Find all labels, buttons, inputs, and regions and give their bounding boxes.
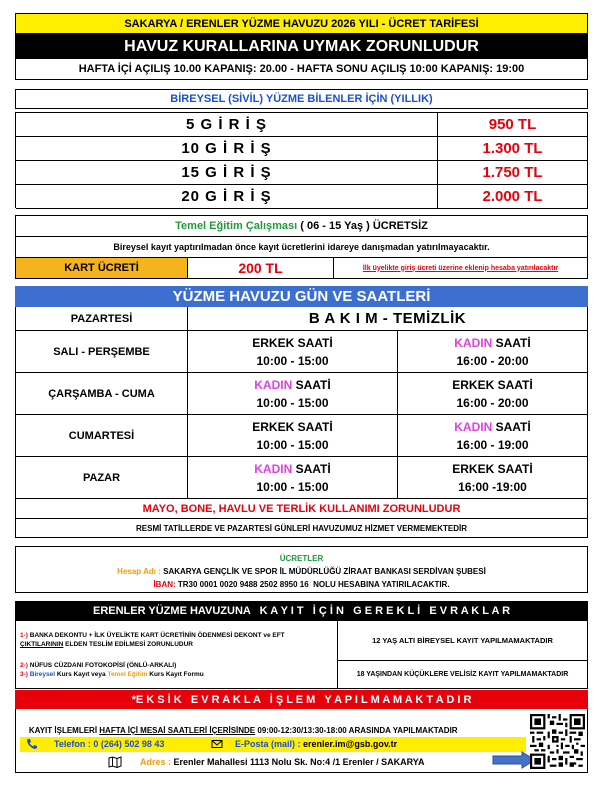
training-note-text: Bireysel kayıt yaptırılmadan önce kayıt ücretlerini idareye danışmadan yatırılmayacaktır. xyxy=(113,242,490,252)
address-label: Adres : xyxy=(140,757,172,767)
doc-text: NÜFUS CÜZDANI FOTOKOPİSİ (ÖNLÜ-ARKALI) xyxy=(27,662,177,669)
reg-post: 09:00-12:30/13:30-18:00 ARASINDA YAPILMAKTADIR xyxy=(255,726,458,735)
doc-text: ELDEN TESLİM EDİLMESİ ZORUNLUDUR xyxy=(63,641,193,648)
age18-text: 18 YAŞINDAN KÜÇÜKLERE VELİSİZ KAYIT YAPILMAMAKTADIR xyxy=(356,671,569,678)
doc-text: Temel Eğitim xyxy=(107,671,148,678)
schedule-title-text: YÜZME HAVUZU GÜN VE SAATLERİ xyxy=(172,288,431,305)
monday-value-text: B A K I M - TEMİZLİK xyxy=(308,310,467,327)
documents-list xyxy=(16,621,338,688)
schedule-day xyxy=(16,457,188,499)
schedule-slot-male xyxy=(188,331,398,373)
rules-banner xyxy=(15,34,588,59)
schedule-table xyxy=(15,307,588,499)
slot-label xyxy=(454,334,530,352)
pricing-price-1 xyxy=(438,137,588,161)
schedule-slot-female xyxy=(398,415,588,457)
doc-text: Kurs Kayıt veya xyxy=(55,671,108,678)
documents-title xyxy=(15,601,588,621)
price-value: 1.300 TL xyxy=(482,140,543,157)
title-text: SAKARYA / ERENLER YÜZME HAVUZU 2026 YILI - ÜCRET TARİFESİ xyxy=(124,17,479,30)
price-value: 950 TL xyxy=(488,116,537,133)
slot-time: 10:00 - 15:00 xyxy=(256,353,329,368)
card-price-text: 200 TL xyxy=(238,260,283,276)
slot-time: 10:00 - 15:00 xyxy=(256,395,329,410)
account-label: Hesap Adı : xyxy=(117,567,161,576)
documents-table xyxy=(15,621,588,689)
pricing-entries-0 xyxy=(16,113,438,137)
iban-label: İBAN: xyxy=(153,580,176,589)
documents-title-text: ERENLER YÜZME HAVUZUNA K A Y I T İ Ç İ N G E R E K L İ E V R A K L A R xyxy=(92,605,511,617)
age12-text: 12 YAŞ ALTI BİREYSEL KAYIT YAPILMAMAKTADIR xyxy=(372,636,553,645)
card-label xyxy=(16,258,188,278)
training-block xyxy=(15,215,588,279)
entries-label: 10 G İ R İ Ş xyxy=(181,140,272,157)
pricing-price-2 xyxy=(438,161,588,185)
pricing-price-0 xyxy=(438,113,588,137)
slot-label xyxy=(254,460,330,478)
pricing-price-3 xyxy=(438,185,588,209)
hours-banner xyxy=(15,59,588,80)
slot-label: ERKEK SAATİ xyxy=(452,377,533,392)
rules-text: HAVUZ KURALLARINA UYMAK ZORUNLUDUR xyxy=(124,37,479,55)
doc-text: ÇIKTILARININ xyxy=(20,641,64,648)
hours-text: HAFTA İÇİ AÇILIŞ 10.00 KAPANIŞ: 20.00 - HAFTA SONU AÇILIŞ 10:00 KAPANIŞ: 19:00 xyxy=(78,63,525,75)
schedule-slot-female xyxy=(398,331,588,373)
doc-item-1b xyxy=(20,640,337,649)
schedule-slot-male xyxy=(398,457,588,499)
entries-label: 20 G İ R İ Ş xyxy=(181,188,272,205)
map-icon xyxy=(108,756,122,768)
mandatory-items xyxy=(15,499,588,519)
female-word: KADIN xyxy=(454,419,493,434)
saati-word: SAATİ xyxy=(292,461,331,476)
email-line xyxy=(211,738,397,750)
card-note xyxy=(334,258,587,278)
doc-text: Kurs Kayıt Formu xyxy=(147,671,204,678)
doc-item-3 xyxy=(20,670,337,679)
schedule-slot-female xyxy=(188,373,398,415)
monday-label-text: PAZARTESİ xyxy=(70,312,133,325)
account-value: SAKARYA GENÇLİK VE SPOR İL MÜDÜRLÜĞÜ ZİRAAT BANKASI SERDİVAN ŞUBESİ xyxy=(160,567,486,576)
holiday-text: RESMİ TATİLLERDE VE PAZARTESİ GÜNLERİ HAVUZUMUZ HİZMET VERMEMEKTEDİR xyxy=(136,523,467,533)
address-text: Erenler Mahallesi 1113 Nolu Sk. No:4 /1 Erenler / SAKARYA xyxy=(171,757,425,767)
monday-value xyxy=(188,307,588,331)
card-note-text: İlk üyelikte giriş ücreti üzerine eklenip hesaba yatırılacaktır xyxy=(362,264,559,272)
slot-time: 10:00 - 15:00 xyxy=(256,479,329,494)
phone-text[interactable]: Telefon : 0 (264) 502 98 43 xyxy=(54,739,165,749)
price-value: 2.000 TL xyxy=(482,188,543,205)
card-price xyxy=(188,258,334,278)
day-text: PAZAR xyxy=(82,471,121,484)
account-line xyxy=(16,565,587,578)
slot-label xyxy=(254,376,330,394)
slot-label: ERKEK SAATİ xyxy=(252,419,333,434)
slot-time: 16:00 - 20:00 xyxy=(456,395,529,410)
phone-line xyxy=(26,738,164,750)
training-line xyxy=(16,216,587,237)
reg-link: HAFTA İÇİ MESAİ SAATLERİ İÇERİSİNDE xyxy=(99,726,256,735)
spacer xyxy=(20,649,337,661)
female-word: KADIN xyxy=(254,377,293,392)
iban-value: TR30 0001 0020 9488 2502 8950 16 NOLU HESABINA YATIRILACAKTIR. xyxy=(175,580,450,589)
slot-label: ERKEK SAATİ xyxy=(252,335,333,350)
saati-word: SAATİ xyxy=(292,377,331,392)
training-label: Temel Eğitim Çalışması xyxy=(175,220,298,232)
reg-pre: KAYIT İŞLEMLERİ xyxy=(28,726,100,735)
schedule-day xyxy=(16,415,188,457)
price-value: 1.750 TL xyxy=(482,164,543,181)
phone-icon xyxy=(26,738,38,750)
qr-code-icon xyxy=(530,714,585,769)
schedule-day xyxy=(16,331,188,373)
doc-text: Bireysel xyxy=(27,671,56,678)
schedule-slot-female xyxy=(188,457,398,499)
doc-item-2 xyxy=(20,661,337,670)
training-note xyxy=(16,237,587,258)
slot-time: 10:00 - 15:00 xyxy=(256,437,329,452)
slot-label: ERKEK SAATİ xyxy=(452,461,533,476)
schedule-day xyxy=(16,373,188,415)
warning-text: *E K S İ K E V R A K L A İ Ş L E M Y A P I L M A M A K T A D I R xyxy=(131,693,472,706)
mandatory-text: MAYO, BONE, HAVLU VE TERLİK KULLANIMI ZORUNLUDUR xyxy=(142,502,461,515)
doc-item-1 xyxy=(20,631,337,640)
pricing-entries-2 xyxy=(16,161,438,185)
day-text: ÇARŞAMBA - CUMA xyxy=(48,387,155,400)
footer-block xyxy=(15,709,588,773)
entries-label: 5 G İ R İ Ş xyxy=(185,116,268,133)
female-word: KADIN xyxy=(454,335,493,350)
doc-num: 2-) xyxy=(20,662,28,669)
female-word: KADIN xyxy=(254,461,293,476)
schedule-title xyxy=(15,286,588,307)
saati-word: SAATİ xyxy=(492,335,531,350)
email-text[interactable]: erenler.im@gsb.gov.tr xyxy=(300,739,398,749)
schedule-slot-male xyxy=(188,415,398,457)
pricing-entries-1 xyxy=(16,137,438,161)
iban-line xyxy=(16,578,587,591)
pricing-table xyxy=(15,112,588,208)
slot-time: 16:00 - 20:00 xyxy=(456,353,529,368)
holiday-note xyxy=(15,519,588,538)
training-rest: ( 06 - 15 Yaş ) ÜCRETSİZ xyxy=(297,220,428,232)
pricing-subtitle-text: BİREYSEL (SİVİL) YÜZME BİLENLER İÇİN (YILLIK) xyxy=(170,93,433,105)
fees-block xyxy=(15,546,588,593)
doc-num: 1-) xyxy=(20,632,28,639)
pricing-subtitle xyxy=(15,89,588,109)
entries-label: 15 G İ R İ Ş xyxy=(181,164,272,181)
card-label-text: KART ÜCRETİ xyxy=(64,262,139,274)
doc-text: BANKA DEKONTU + İLK ÜYELİKTE KART ÜCRETİNİN ÖDENMESİ DEKONT ve EFT xyxy=(27,632,285,639)
address-line xyxy=(108,756,424,768)
slot-time: 16:00 - 19:00 xyxy=(456,437,529,452)
doc-num: 3-) xyxy=(20,671,28,678)
saati-word: SAATİ xyxy=(492,419,531,434)
slot-label xyxy=(454,418,530,436)
age18-note xyxy=(338,661,587,688)
missing-docs-warning xyxy=(15,690,588,709)
age12-note xyxy=(338,621,587,661)
pricing-entries-3 xyxy=(16,185,438,209)
day-text: SALI - PERŞEMBE xyxy=(53,345,150,358)
email-label: E-Posta (mail) : xyxy=(235,739,301,749)
slot-time: 16:00 -19:00 xyxy=(458,479,527,494)
day-text: CUMARTESİ xyxy=(68,429,135,442)
monday-label xyxy=(16,307,188,331)
email-icon xyxy=(211,738,223,750)
fees-title: ÜCRETLER xyxy=(279,554,324,563)
schedule-slot-male xyxy=(398,373,588,415)
title-banner xyxy=(15,13,588,34)
